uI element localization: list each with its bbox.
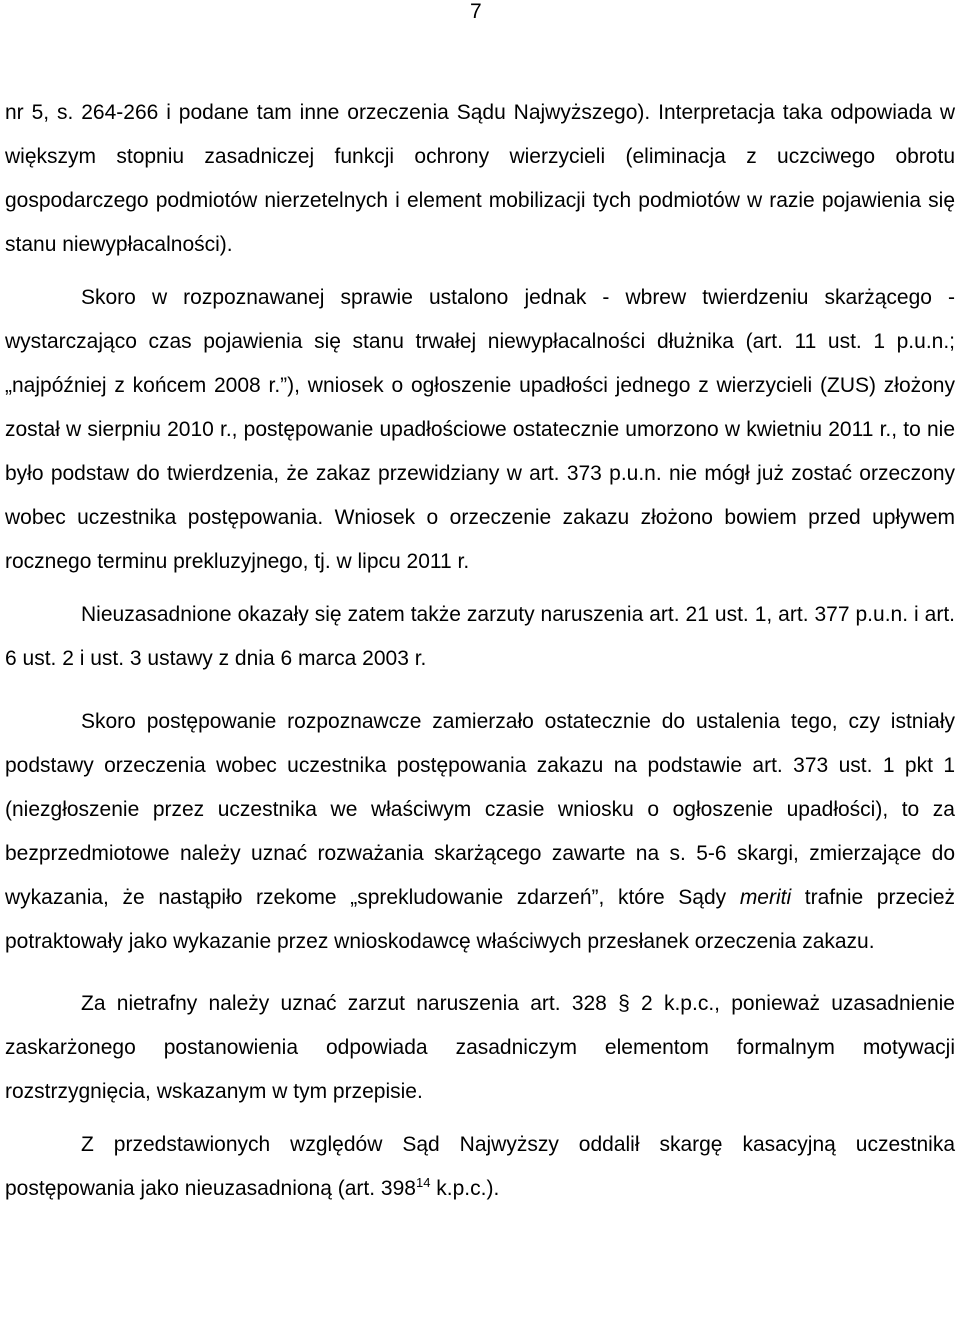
paragraph-4-text-before: Skoro postępowanie rozpoznawcze zamierzało ostatecznie do ustalenia tego, czy istniały podstawy orzeczenia wobec uczestnika postępowania zakazu na podstawie art. 373 ust. 1 pkt 1 (niezgłoszenie przez uczestnika we właściwym czasie wniosku o ogłoszenie upadłości), to za bezprzedmiotowe należy uznać rozważania skarżącego zawarte na s. 5-6 skargi, zmierzające do wykazania, że nastąpiło rzekome „sprekludowanie zdarzeń”, które Sądy <box>5 710 955 909</box>
paragraph-4-italic-term: meriti <box>739 886 792 909</box>
document-body <box>5 91 955 1211</box>
paragraph-2: Skoro w rozpoznawanej sprawie ustalono jednak - wbrew twierdzeniu skarżącego - wystarczająco czas pojawienia się stanu trwałej niewypłacalności dłużnika (art. 11 ust. 1 p.u.n.; „najpóźniej z końcem 2008 r.”), wniosek o ogłoszenie upadłości jednego z wierzycieli (ZUS) złożony został w sierpniu 2010 r., postępowanie upadłościowe ostatecznie umorzono w kwietniu 2011 r., to nie było podstaw do twierdzenia, że zakaz przewidziany w art. 373 p.u.n. nie mógł już zostać orzeczony wobec uczestnika postępowania. Wniosek o orzeczenie zakazu złożono bowiem przed upływem rocznego terminu prekluzyjnego, tj. w lipcu 2011 r. <box>5 286 955 573</box>
paragraph-4-text-after: trafnie przecież potraktowały jako wykazanie przez wnioskodawcę właściwych przesłanek orzeczenia zakazu. <box>5 886 956 953</box>
article-superscript: 14 <box>415 1175 431 1190</box>
page-number: 7 <box>470 0 482 23</box>
paragraph-5: Za nietrafny należy uznać zarzut naruszenia art. 328 § 2 k.p.c., ponieważ uzasadnienie zaskarżonego postanowienia odpowiada zasadniczym elementom formalnym motywacji rozstrzygnięcia, wskazanym w tym przepisie. <box>5 992 955 1103</box>
paragraph-6 <box>5 1123 955 1211</box>
paragraph-6-text-after: k.p.c.). <box>430 1177 500 1200</box>
paragraph-4 <box>5 700 955 964</box>
paragraph-3: Nieuzasadnione okazały się zatem także zarzuty naruszenia art. 21 ust. 1, art. 377 p.u.n. i art. 6 ust. 2 i ust. 3 ustawy z dnia 6 marca 2003 r. <box>5 603 955 670</box>
paragraph-1: nr 5, s. 264-266 i podane tam inne orzeczenia Sądu Najwyższego). Interpretacja taka odpowiada w większym stopniu zasadniczej funkcji ochrony wierzycieli (eliminacja z uczciwego obrotu gospodarczego podmiotów nierzetelnych i element mobilizacji tych podmiotów w razie pojawienia się stanu niewypłacalności). <box>5 101 955 256</box>
paragraph-6-text-before: Z przedstawionych względów Sąd Najwyższy oddalił skargę kasacyjną uczestnika postępowania jako nieuzasadnioną (art. 398 <box>5 1133 955 1200</box>
